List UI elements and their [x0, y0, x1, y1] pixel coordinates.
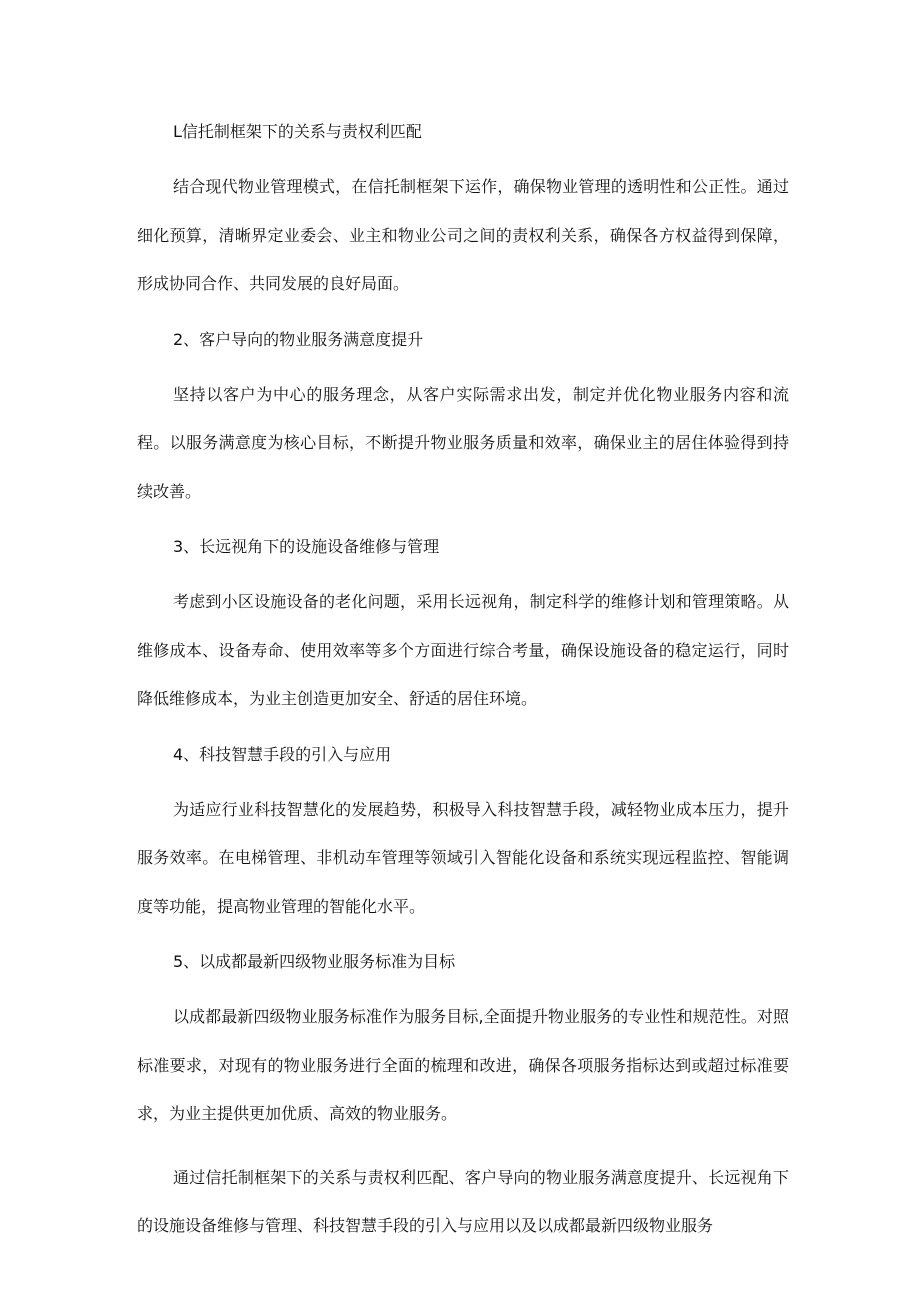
document-body — [137, 116, 789, 1251]
section-paragraph-5: 以成都最新四级物业服务标准作为服务目标,全面提升物业服务的专业性和规范性。对照标准要求，对现有的物业服务进行全面的梳理和改进，确保各项服务指标达到或超过标准要求，为业主提供更加优质、高效的物业服务。 — [137, 1007, 789, 1123]
section-heading-5: 5、以成都最新四级物业服务标准为目标 — [173, 952, 456, 971]
section-heading-4: 4、科技智慧手段的引入与应用 — [173, 744, 392, 764]
section-heading-1: L信托制框架下的关系与责权利匹配 — [173, 122, 422, 141]
section-paragraph-3: 考虑到小区设施设备的老化问题，采用长远视角，制定科学的维修计划和管理策略。从维修成本、设备寿命、使用效率等多个方面进行综合考量，确保设施设备的稳定运行，同时降低维修成本，为业主创造更加安全、舒适的居住环境。 — [137, 592, 789, 708]
section-paragraph-4: 为适应行业科技智慧化的发展趋势，积极导入科技智慧手段，减轻物业成本压力，提升服务效率。在电梯管理、非机动车管理等领域引入智能化设备和系统实现远程监控、智能调度等功能，提高物业管理的智能化水平。 — [137, 799, 789, 916]
section-heading-2: 2、客户导向的物业服务满意度提升 — [173, 329, 424, 349]
section-heading-3: 3、长远视角下的设施设备维修与管理 — [173, 537, 440, 556]
section-paragraph-1: 结合现代物业管理模式，在信托制框架下运作，确保物业管理的透明性和公正性。通过细化预算，清晰界定业委会、业主和物业公司之间的责权利关系，确保各方权益得到保障，形成协同合作、共同发展的良好局面。 — [137, 177, 789, 293]
section-paragraph-2: 坚持以客户为中心的服务理念，从客户实际需求出发，制定并优化物业服务内容和流程。以服务满意度为核心目标，不断提升物业服务质量和效率，确保业主的居住体验得到持续改善。 — [137, 384, 789, 501]
closing-paragraph: 通过信托制框架下的关系与责权利匹配、客户导向的物业服务满意度提升、长远视角下的设施设备维修与管理、科技智慧手段的引入与应用以及以成都最新四级物业服务 — [137, 1167, 789, 1235]
